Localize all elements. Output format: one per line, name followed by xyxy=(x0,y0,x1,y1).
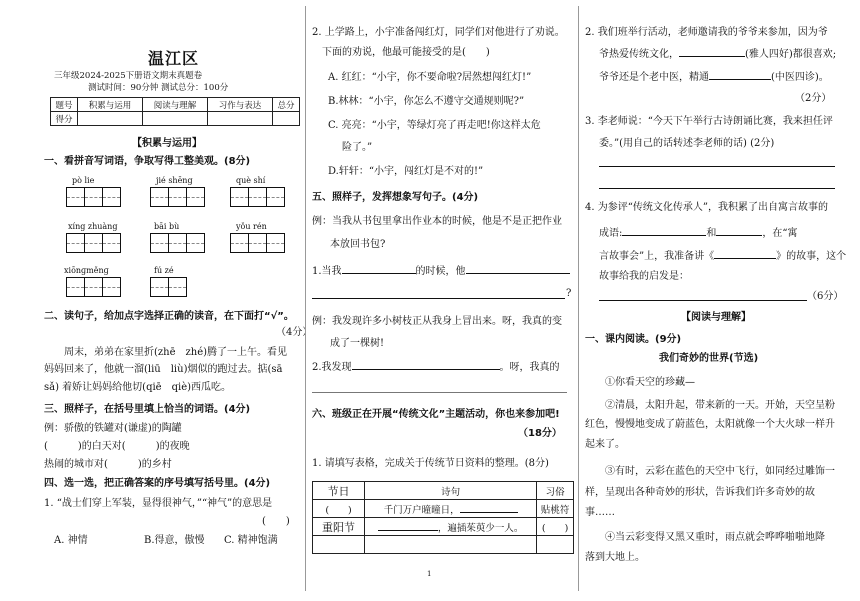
score-input-cell[interactable] xyxy=(273,112,300,126)
question-2-stem: 2. 上学路上，小宇准备闯红灯，同学们对他进行了劝说。 xyxy=(312,27,565,38)
question-3-line: 3. 李老师说：“今天下午举行古诗朗诵比赛，我来担任评 xyxy=(585,116,833,127)
option-a: A. 神情 xyxy=(54,535,88,546)
blank-line[interactable] xyxy=(599,188,835,189)
passage-line: 妈妈回来了，他就一溜(liū liù)烟似的跑过去。掂(sā xyxy=(44,364,283,375)
q4-text: 言故事会”上，我准备讲《 xyxy=(599,251,715,262)
score-header-cell: 积累与运用 xyxy=(78,98,143,112)
passage-line: ①你看天空的珍藏— xyxy=(605,377,695,388)
passage-line: 红色，慢慢地变成了蔚蓝色，太阳就像一个大火球一样升 xyxy=(585,419,835,430)
sentence-1-start: 1.当我 xyxy=(312,266,342,277)
question-2-title: 二、读句子，给加点字选择正确的读音，在下面打“√”。 xyxy=(44,311,294,322)
table-header-custom: 习俗 xyxy=(537,482,574,500)
option-d: D.轩轩：“小宇，闯红灯是不对的!” xyxy=(328,166,484,177)
sentence-2 xyxy=(312,360,560,374)
score-input-cell[interactable] xyxy=(143,112,208,126)
exam-meta: 测试时间：90分钟 测试总分：100分 xyxy=(88,83,229,93)
passage-line: ③有时，云彩在蓝色的天空中飞行，如同经过雕饰一 xyxy=(605,466,835,477)
pinyin-label: jié shēng xyxy=(156,176,193,185)
passage-line: ④当云彩变得又黑又重时，雨点就会哗哗啪啪地降 xyxy=(605,532,825,543)
example-line: 例：我发现许多小树枝正从我身上冒出来。呀，我真的变 xyxy=(312,316,562,327)
example-line: 例：骄傲的铁罐对(谦虚)的陶罐 xyxy=(44,423,182,434)
custom-cell[interactable]: ( ) xyxy=(537,518,574,536)
empty-cell[interactable] xyxy=(537,536,574,554)
sentence-1-mid: 的时候，他 xyxy=(415,266,466,277)
pinyin-label: xíng zhuàng xyxy=(68,222,118,231)
option-c: C. 精神饱满 xyxy=(224,535,278,546)
passage-title: 我们奇妙的世界(节选) xyxy=(659,353,759,364)
question-2-line xyxy=(599,47,836,61)
question-4-line xyxy=(599,249,846,263)
blank-line[interactable] xyxy=(716,226,762,236)
writing-grid[interactable] xyxy=(230,233,285,253)
page-number: 1 xyxy=(427,570,432,578)
blank-line[interactable] xyxy=(342,264,416,274)
table-header-festival: 节日 xyxy=(313,482,365,500)
poem-cell[interactable] xyxy=(365,518,537,536)
question-2-stem: 下面的劝说，他最可能接受的是( ) xyxy=(322,47,490,58)
passage-line: 落到大地上。 xyxy=(585,552,645,563)
blank-line[interactable] xyxy=(679,47,745,57)
blank-line[interactable] xyxy=(599,300,807,301)
festival-cell[interactable]: ( ) xyxy=(313,500,365,518)
question-2-score: （4分） xyxy=(276,327,313,338)
poem-cell[interactable] xyxy=(365,500,537,518)
pinyin-label: pò lie xyxy=(72,176,95,185)
blank-line[interactable] xyxy=(312,298,565,299)
column-middle xyxy=(312,0,574,601)
option-c-cont: 险了。” xyxy=(342,142,373,153)
passage-line: ②清晨，太阳升起，带来新的一天。开始，天空呈粉 xyxy=(605,400,835,411)
q4-text: ，在“寓 xyxy=(762,228,798,239)
q2-text: (雅人四好)都很喜欢; xyxy=(745,49,837,60)
question-6-title: 六、班级正在开展“传统文化”主题活动，你也来参加吧! xyxy=(312,409,560,420)
writing-grid[interactable] xyxy=(150,233,205,253)
blank-line[interactable] xyxy=(312,392,567,393)
question-5-title: 五、照样子，发挥想象写句子。(4分) xyxy=(312,192,479,203)
answer-bracket[interactable]: ( ) xyxy=(262,516,290,527)
score-header-cell: 习作与表达 xyxy=(208,98,273,112)
pinyin-label: yǒu rén xyxy=(236,222,267,231)
question-6-score: （18分） xyxy=(518,428,562,439)
custom-cell: 贴桃符 xyxy=(537,500,574,518)
question-4-score: （6分） xyxy=(807,291,844,302)
q2-text: (中医四诊)。 xyxy=(771,72,829,83)
exam-title: 三年级2024-2025下册语文期末真题卷 xyxy=(54,71,203,81)
question-2-score: （2分） xyxy=(795,93,832,104)
question-4-title: 四、选一选，把正确答案的序号填写括号里。(4分) xyxy=(44,478,271,489)
option-b: B.得意，傲慢 xyxy=(144,535,205,546)
passage-line: 样，呈现出各种奇妙的形状，告诉我们许多奇妙的故 xyxy=(585,487,815,498)
q2-text: 爷爷还是个老中医，精通 xyxy=(599,72,709,83)
fill-line[interactable]: 热闹的城市对( )的乡村 xyxy=(44,459,172,470)
question-4-1: 1. “战士们穿上军装，显得很神气，”“神气”的意思是 xyxy=(44,498,273,509)
score-table xyxy=(50,97,300,126)
blank-line[interactable] xyxy=(352,360,500,370)
blank-line[interactable] xyxy=(378,521,438,531)
region-title: 温江区 xyxy=(148,49,200,68)
poem-text: ，遍插茱萸少一人。 xyxy=(437,522,524,534)
question-6-1: 1. 请填写表格，完成关于传统节日资料的整理。(8分) xyxy=(312,458,549,469)
writing-grid[interactable] xyxy=(66,187,121,207)
pinyin-label: què shí xyxy=(236,176,266,185)
passage-line: 起来了。 xyxy=(585,439,625,450)
fill-line[interactable]: ( )的白天对( )的夜晚 xyxy=(44,441,190,452)
poem-text: 千门万户曈曈日， xyxy=(383,504,460,516)
blank-line[interactable] xyxy=(709,70,771,80)
writing-grid[interactable] xyxy=(150,187,205,207)
score-header-cell: 阅读与理解 xyxy=(143,98,208,112)
sentence-2-mid: 。呀，我真的 xyxy=(499,362,560,373)
festival-cell: 重阳节 xyxy=(313,518,365,536)
pinyin-label: fú zé xyxy=(154,266,174,275)
passage-line: 事…… xyxy=(585,507,615,518)
sentence-1-end: ? xyxy=(566,288,572,299)
empty-cell[interactable] xyxy=(365,536,537,554)
q4-text: 》的故事，这个 xyxy=(776,251,847,262)
q2-text: 爷热爱传统文化， xyxy=(599,49,679,60)
column-left xyxy=(44,0,313,601)
blank-line[interactable] xyxy=(460,503,518,513)
empty-cell[interactable] xyxy=(313,536,365,554)
pinyin-label: bāi bù xyxy=(154,222,180,231)
section-heading: 【阅读与理解】 xyxy=(681,312,751,323)
blank-line[interactable] xyxy=(466,264,570,274)
column-right xyxy=(585,0,847,601)
blank-line[interactable] xyxy=(599,166,835,167)
example-line: 本放回书包? xyxy=(330,239,386,250)
option-c: C. 亮亮：“小宇，等绿灯亮了再走吧!你这样太危 xyxy=(328,120,541,131)
section-heading: 【积累与运用】 xyxy=(132,138,202,149)
question-3-line: 委。”(用自己的话转述李老师的话) (2分) xyxy=(599,138,775,149)
option-a: A. 红红：“小宇，你不要命啦?居然想闯红灯!” xyxy=(328,72,532,83)
score-input-cell[interactable] xyxy=(78,112,143,126)
blank-line[interactable] xyxy=(714,249,776,259)
q4-text: 成语: xyxy=(599,228,623,239)
festival-table xyxy=(312,481,574,554)
question-3-title: 三、照样子，在括号里填上恰当的词语。(4分) xyxy=(44,404,251,415)
example-line: 例：当我从书包里拿出作业本的时候，他是不是正把作业 xyxy=(312,216,562,227)
passage-line: sǎ) 着娇让妈妈给他切(qiē qiè)西瓜吃。 xyxy=(44,382,232,393)
question-1-title: 一、看拼音写词语，争取写得工整美观。(8分) xyxy=(44,156,251,167)
writing-grid[interactable] xyxy=(66,277,121,297)
score-header-cell: 题号 xyxy=(51,98,78,112)
sentence-2-start: 2.我发现 xyxy=(312,362,352,373)
q4-text: 和 xyxy=(706,228,717,239)
question-2-line xyxy=(599,70,829,84)
writing-grid[interactable] xyxy=(66,233,121,253)
column-divider xyxy=(578,6,579,591)
writing-grid[interactable] xyxy=(230,187,285,207)
example-line: 成了一棵树! xyxy=(330,338,385,349)
question-2-line: 2. 我们班举行活动，老师邀请我的爷爷来参加，因为爷 xyxy=(585,27,828,38)
table-header-poem: 诗句 xyxy=(365,482,537,500)
score-header-cell: 总分 xyxy=(273,98,300,112)
question-4-line xyxy=(599,226,798,240)
reading-q1-title: 一、课内阅读。(9分) xyxy=(585,334,682,345)
blank-line[interactable] xyxy=(622,226,706,236)
score-input-cell[interactable] xyxy=(208,112,273,126)
option-b: B.林林：“小宇，你怎么不遵守交通规则呢?” xyxy=(328,96,525,107)
column-divider xyxy=(305,6,306,591)
sentence-1 xyxy=(312,264,570,278)
passage-line: 周末，弟弟在家里折(zhē zhé)腾了一上午。看见 xyxy=(64,347,288,358)
writing-grid[interactable] xyxy=(150,277,187,297)
pinyin-label: xiōnɡměnɡ xyxy=(64,266,109,275)
score-row-label: 得分 xyxy=(51,112,78,126)
question-4-line: 4. 为参评“传统文化传承人”，我积累了出自寓言故事的 xyxy=(585,202,828,213)
question-4-line: 故事给我的启发是： xyxy=(599,271,689,282)
